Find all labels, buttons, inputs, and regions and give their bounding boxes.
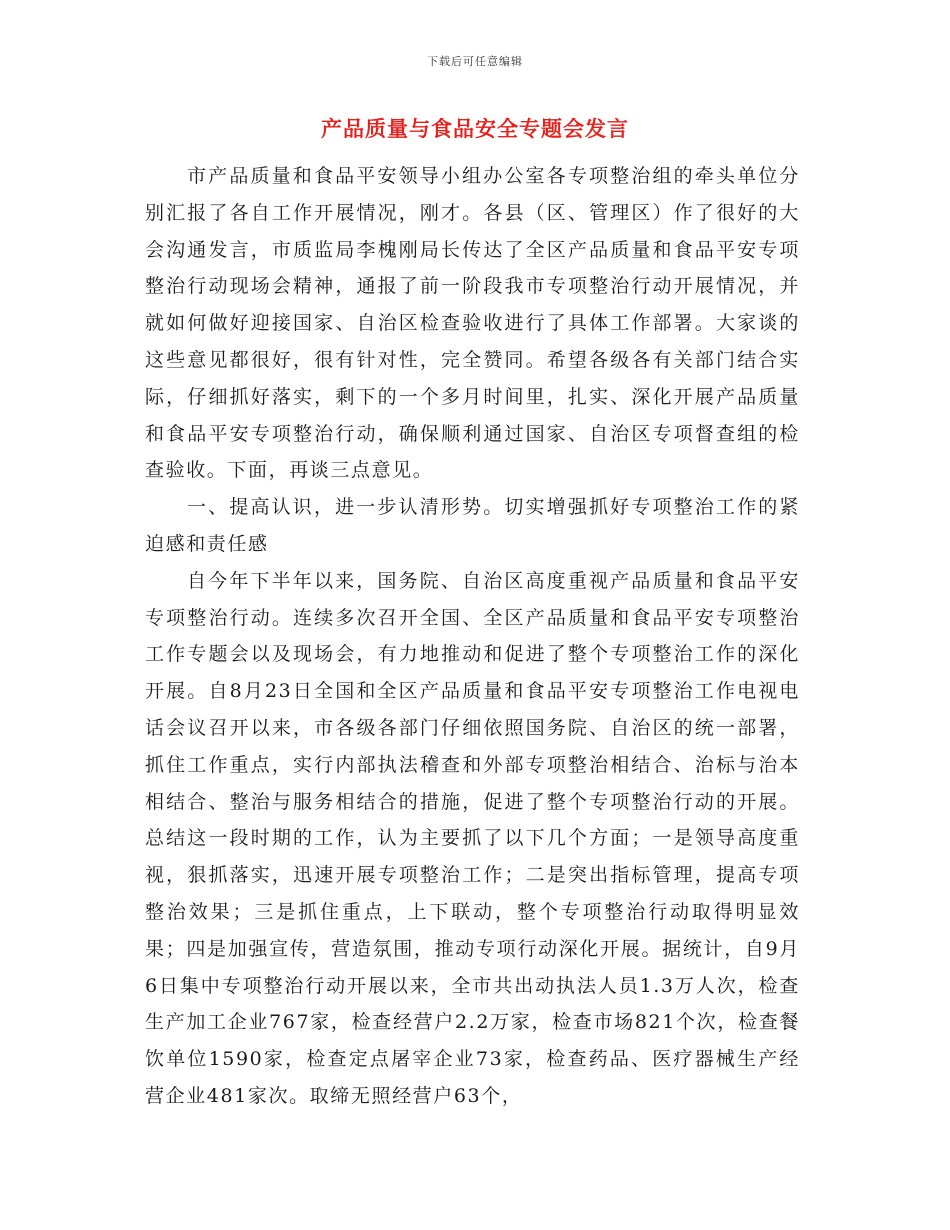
section-heading-1: 一、提高认识，进一步认清形势。切实增强抓好专项整治工作的紧迫感和责任感 <box>145 496 800 555</box>
header-note: 下载后可任意编辑 <box>427 55 523 68</box>
document-title: 产品质量与食品安全专题会发言 <box>321 116 629 141</box>
paragraph-intro: 市产品质量和食品平安领导小组办公室各专项整治组的牵头单位分别汇报了各自工作开展情况，刚才。各县（区、管理区）作了很好的大会沟通发言，市质监局李槐刚局长传达了全区产品质量和食品平安专项整治行动现场会精神，通报了前一阶段我市专项整治行动开展情况，并就如何做好迎接国家、自治区检查验收进行了具体工作部署。大家谈的这些意见都很好，很有针对性，完全赞同。希望各级各有关部门结合实际，仔细抓好落实，剩下的一个多月时间里，扎实、深化开展产品质量和食品平安专项整治行动，确保顺利通过国家、自治区专项督查组的检查验收。下面，再谈三点意见。 <box>145 165 800 482</box>
paragraph-section-1: 自今年下半年以来，国务院、自治区高度重视产品质量和食品平安专项整治行动。连续多次召开全国、全区产品质量和食品平安专项整治工作专题会以及现场会，有力地推动和促进了整个专项整治工作的深化开展。自8月23日全国和全区产品质量和食品平安专项整治工作电视电话会议召开以来，市各级各部门仔细依照国务院、自治区的统一部署，抓住工作重点，实行内部执法稽查和外部专项整治相结合、治标与治本相结合、整治与服务相结合的措施，促进了整个专项整治行动的开展。总结这一段时期的工作，认为主要抓了以下几个方面；一是领导高度重视，狠抓落实，迅速开展专项整治工作；二是突出指标管理，提高专项整治效果；三是抓住重点，上下联动，整个专项整治行动取得明显效果；四是加强宣传，营造氛围，推动专项行动深化开展。据统计，自9月6日集中专项整治行动开展以来，全市共出动执法人员1.3万人次，检查生产加工企业767家，检查经营户2.2万家，检查市场821个次，检查餐饮单位1590家，检查定点屠宰企业73家，检查药品、医疗器械生产经营企业481家次。取缔无照经营户63个， <box>145 569 800 1107</box>
document-body <box>145 158 800 1115</box>
